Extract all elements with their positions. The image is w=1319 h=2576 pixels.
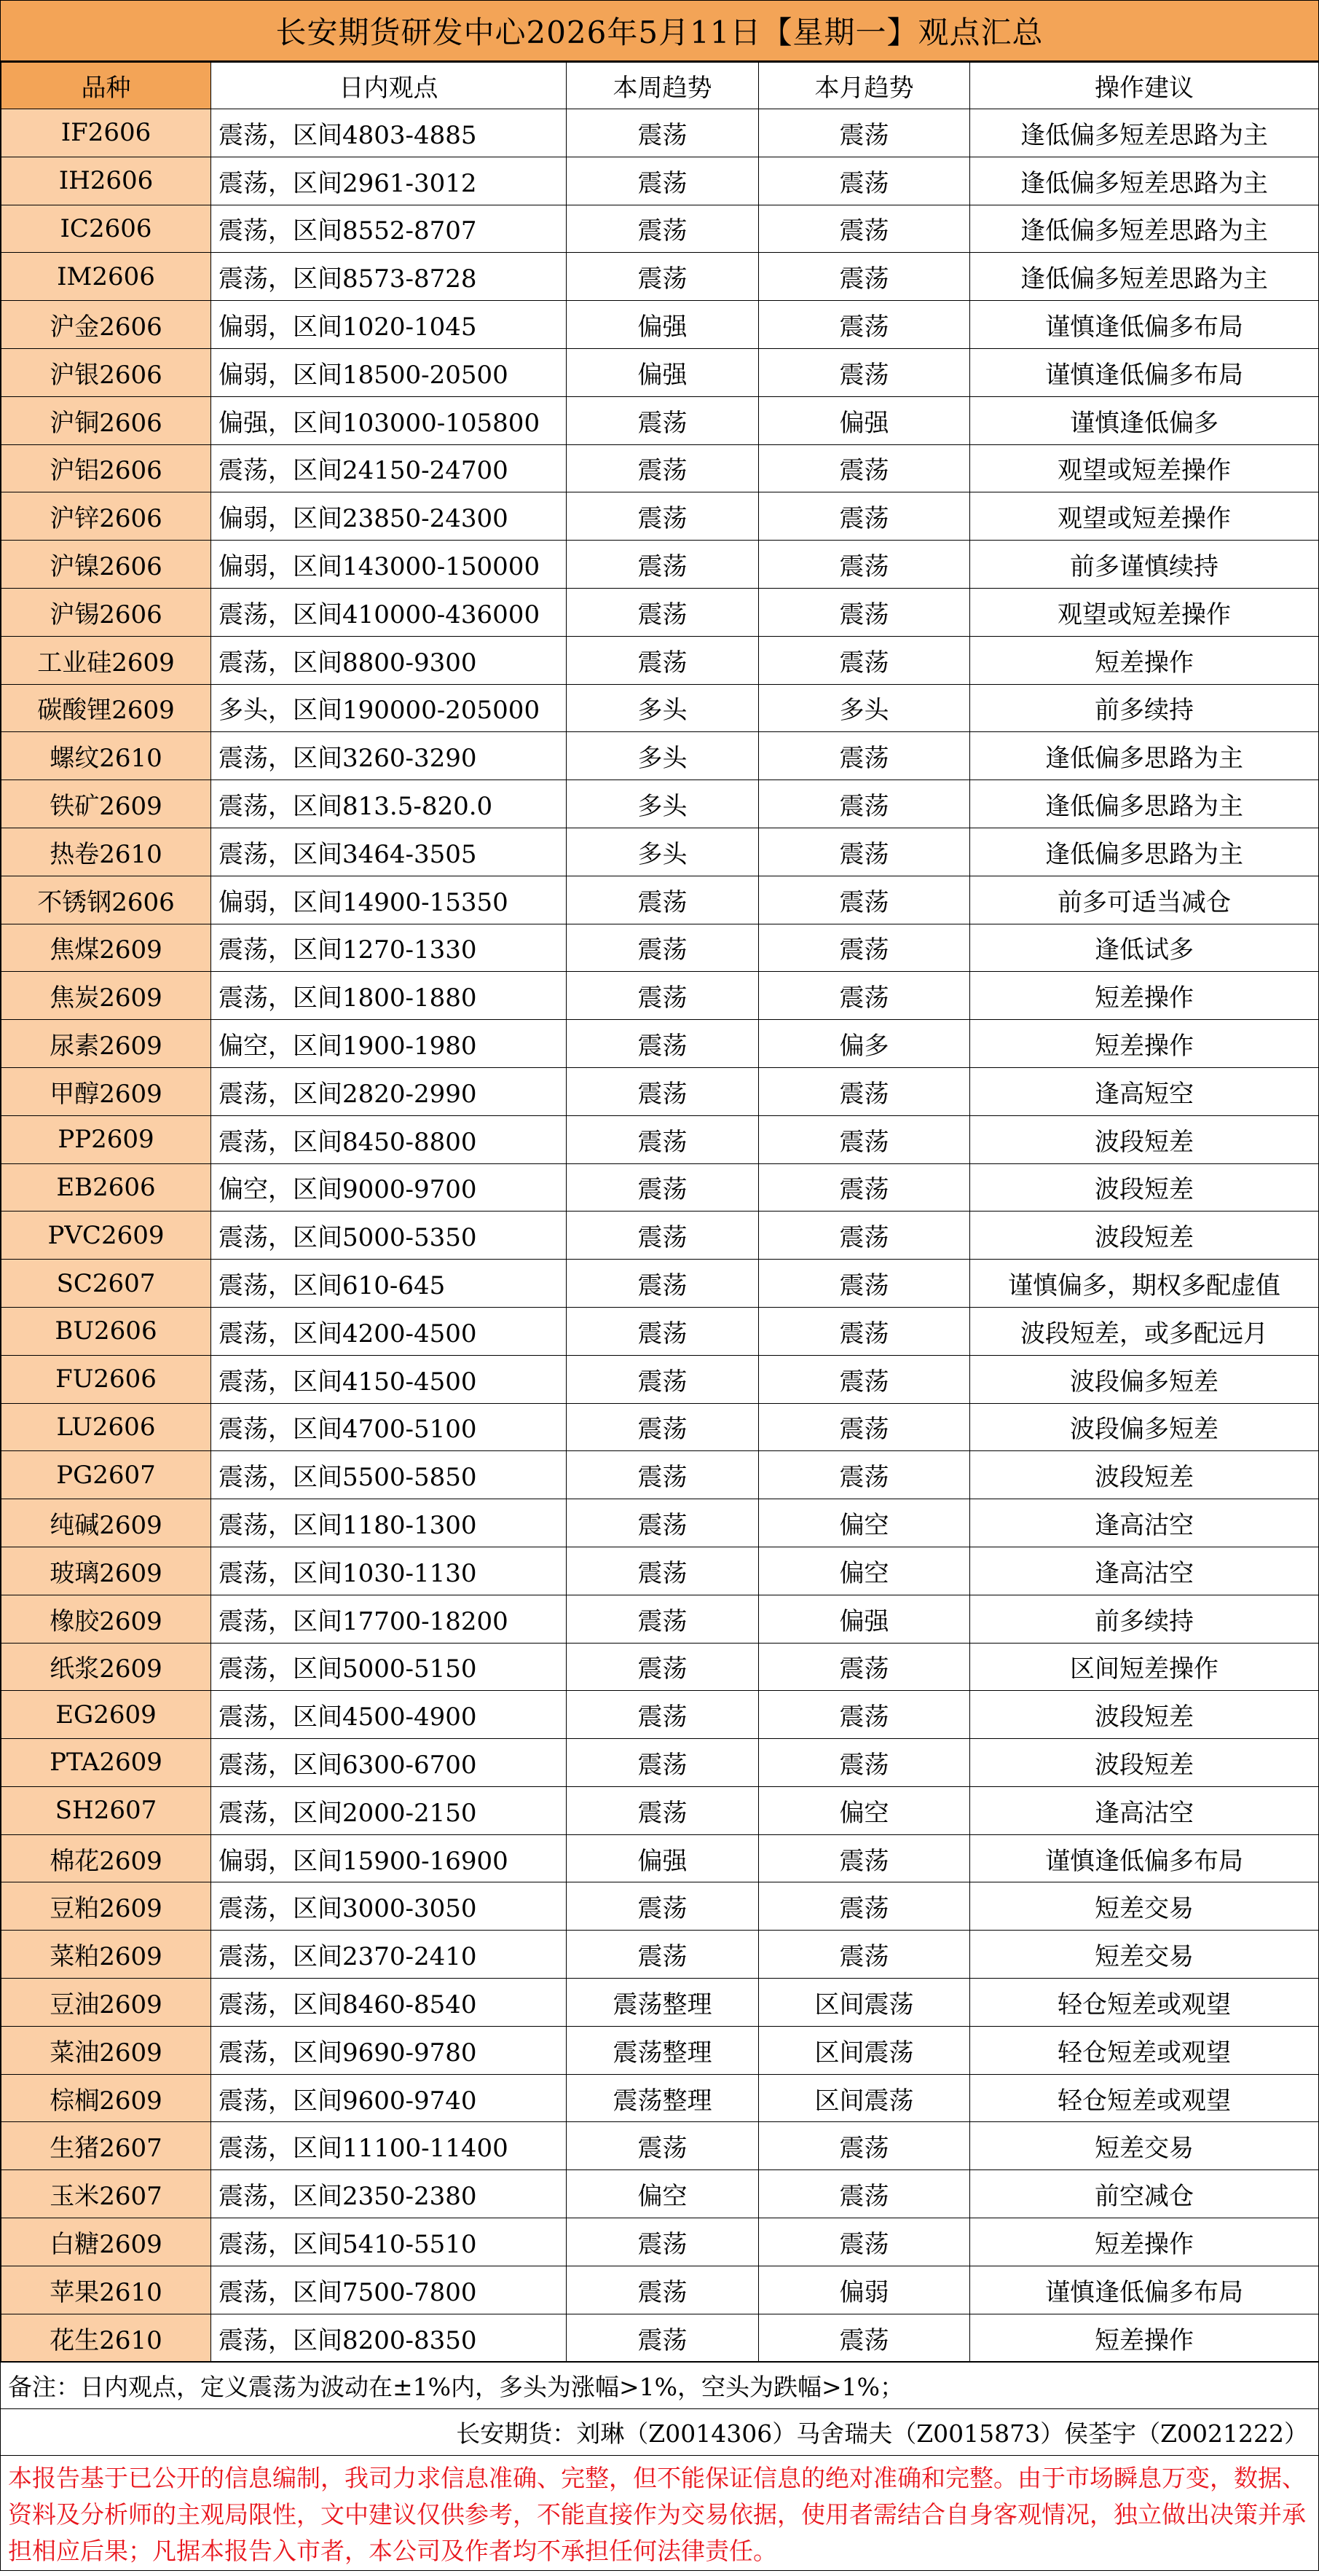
advice-cell: 逢低试多 (970, 924, 1319, 972)
month-trend-cell: 震荡 (759, 444, 970, 492)
intraday-view-cell: 偏弱，区间143000-150000 (211, 541, 567, 589)
month-trend-cell: 震荡 (759, 828, 970, 876)
table-row (1, 1739, 1319, 1787)
advice-cell: 观望或短差操作 (970, 444, 1319, 492)
table-row (1, 636, 1319, 684)
advice-cell: 逢低偏多短差思路为主 (970, 109, 1319, 157)
month-trend-cell: 震荡 (759, 588, 970, 636)
advice-cell: 短差交易 (970, 1931, 1319, 1979)
advice-cell: 逢高沽空 (970, 1547, 1319, 1595)
week-trend-cell: 震荡 (567, 1547, 759, 1595)
intraday-view-cell: 震荡，区间610-645 (211, 1260, 567, 1308)
variety-cell: 沪银2606 (1, 348, 211, 396)
intraday-view-cell: 震荡，区间8573-8728 (211, 253, 567, 301)
advice-cell: 前多可适当减仓 (970, 876, 1319, 924)
intraday-view-cell: 震荡，区间4803-4885 (211, 109, 567, 157)
advice-cell: 波段偏多短差 (970, 1403, 1319, 1451)
week-trend-cell: 震荡整理 (567, 2026, 759, 2074)
month-trend-cell: 震荡 (759, 1691, 970, 1739)
advice-cell: 波段短差 (970, 1115, 1319, 1163)
week-trend-cell: 震荡 (567, 205, 759, 253)
week-trend-cell: 多头 (567, 828, 759, 876)
variety-cell: 纯碱2609 (1, 1499, 211, 1547)
variety-cell: 热卷2610 (1, 828, 211, 876)
table-row (1, 1163, 1319, 1212)
month-trend-cell: 震荡 (759, 253, 970, 301)
table-row (1, 2170, 1319, 2218)
intraday-view-cell: 震荡，区间8800-9300 (211, 636, 567, 684)
month-trend-cell: 区间震荡 (759, 2074, 970, 2122)
month-trend-cell: 震荡 (759, 636, 970, 684)
intraday-view-cell: 偏空，区间9000-9700 (211, 1163, 567, 1212)
table-row (1, 1499, 1319, 1547)
intraday-view-cell: 偏弱，区间14900-15350 (211, 876, 567, 924)
intraday-view-cell: 震荡，区间4150-4500 (211, 1355, 567, 1403)
advice-cell: 短差操作 (970, 2314, 1319, 2362)
advice-cell: 轻仓短差或观望 (970, 1979, 1319, 2027)
header-week-trend: 本周趋势 (567, 63, 759, 109)
week-trend-cell: 震荡 (567, 1882, 759, 1931)
month-trend-cell: 震荡 (759, 1739, 970, 1787)
week-trend-cell: 多头 (567, 684, 759, 732)
month-trend-cell: 偏多 (759, 1020, 970, 1068)
variety-cell: IM2606 (1, 253, 211, 301)
week-trend-cell: 震荡 (567, 1403, 759, 1451)
month-trend-cell: 震荡 (759, 1834, 970, 1882)
month-trend-cell: 震荡 (759, 2218, 970, 2266)
table-row (1, 588, 1319, 636)
advice-cell: 波段短差 (970, 1739, 1319, 1787)
variety-cell: 碳酸锂2609 (1, 684, 211, 732)
intraday-view-cell: 震荡，区间1030-1130 (211, 1547, 567, 1595)
intraday-view-cell: 偏弱，区间18500-20500 (211, 348, 567, 396)
month-trend-cell: 偏空 (759, 1547, 970, 1595)
week-trend-cell: 震荡整理 (567, 1979, 759, 2027)
week-trend-cell: 震荡 (567, 1691, 759, 1739)
week-trend-cell: 震荡 (567, 1786, 759, 1834)
intraday-view-cell: 偏强，区间103000-105800 (211, 396, 567, 444)
week-trend-cell: 震荡 (567, 924, 759, 972)
report-title: 长安期货研发中心2026年5月11日【星期一】观点汇总 (1, 1, 1318, 62)
week-trend-cell: 震荡 (567, 1307, 759, 1355)
advice-cell: 谨慎逢低偏多布局 (970, 348, 1319, 396)
intraday-view-cell: 震荡，区间24150-24700 (211, 444, 567, 492)
advice-cell: 前多续持 (970, 684, 1319, 732)
table-header (1, 63, 1319, 109)
intraday-view-cell: 震荡，区间2350-2380 (211, 2170, 567, 2218)
table-row (1, 2026, 1319, 2074)
table-row (1, 301, 1319, 349)
variety-cell: PG2607 (1, 1451, 211, 1499)
intraday-view-cell: 震荡，区间9690-9780 (211, 2026, 567, 2074)
table-row (1, 876, 1319, 924)
variety-cell: 螺纹2610 (1, 732, 211, 780)
variety-cell: LU2606 (1, 1403, 211, 1451)
intraday-view-cell: 震荡，区间3000-3050 (211, 1882, 567, 1931)
variety-cell: 沪锡2606 (1, 588, 211, 636)
month-trend-cell: 震荡 (759, 301, 970, 349)
advice-cell: 轻仓短差或观望 (970, 2074, 1319, 2122)
table-row (1, 828, 1319, 876)
intraday-view-cell: 偏弱，区间1020-1045 (211, 301, 567, 349)
variety-cell: 铁矿2609 (1, 780, 211, 828)
advice-cell: 波段短差，或多配远月 (970, 1307, 1319, 1355)
table-row (1, 1067, 1319, 1115)
advice-cell: 逢高短空 (970, 1067, 1319, 1115)
week-trend-cell: 震荡 (567, 1451, 759, 1499)
week-trend-cell: 震荡 (567, 636, 759, 684)
intraday-view-cell: 震荡，区间1270-1330 (211, 924, 567, 972)
month-trend-cell: 震荡 (759, 1931, 970, 1979)
variety-cell: 焦炭2609 (1, 972, 211, 1020)
advice-cell: 谨慎逢低偏多布局 (970, 301, 1319, 349)
intraday-view-cell: 震荡，区间1180-1300 (211, 1499, 567, 1547)
week-trend-cell: 偏强 (567, 348, 759, 396)
week-trend-cell: 震荡 (567, 1067, 759, 1115)
views-table (1, 62, 1319, 2362)
month-trend-cell: 震荡 (759, 1403, 970, 1451)
month-trend-cell: 震荡 (759, 876, 970, 924)
advice-cell: 短差交易 (970, 1882, 1319, 1931)
variety-cell: 豆粕2609 (1, 1882, 211, 1931)
advice-cell: 谨慎逢低偏多布局 (970, 2266, 1319, 2314)
month-trend-cell: 震荡 (759, 1451, 970, 1499)
month-trend-cell: 偏强 (759, 1595, 970, 1643)
advice-cell: 波段偏多短差 (970, 1355, 1319, 1403)
advice-cell: 前多谨慎续持 (970, 541, 1319, 589)
intraday-view-cell: 震荡，区间2370-2410 (211, 1931, 567, 1979)
variety-cell: 花生2610 (1, 2314, 211, 2362)
advice-cell: 逢低偏多思路为主 (970, 780, 1319, 828)
table-row (1, 157, 1319, 205)
month-trend-cell: 震荡 (759, 2170, 970, 2218)
month-trend-cell: 震荡 (759, 157, 970, 205)
intraday-view-cell: 震荡，区间5000-5150 (211, 1643, 567, 1691)
month-trend-cell: 震荡 (759, 924, 970, 972)
week-trend-cell: 震荡 (567, 1020, 759, 1068)
advice-cell: 逢高沽空 (970, 1786, 1319, 1834)
intraday-view-cell: 震荡，区间1800-1880 (211, 972, 567, 1020)
table-row (1, 348, 1319, 396)
table-row (1, 253, 1319, 301)
intraday-view-cell: 震荡，区间813.5-820.0 (211, 780, 567, 828)
table-row (1, 1979, 1319, 2027)
table-row (1, 1931, 1319, 1979)
advice-cell: 观望或短差操作 (970, 588, 1319, 636)
week-trend-cell: 震荡 (567, 2122, 759, 2170)
week-trend-cell: 震荡 (567, 972, 759, 1020)
month-trend-cell: 震荡 (759, 1882, 970, 1931)
week-trend-cell: 震荡 (567, 1643, 759, 1691)
variety-cell: 橡胶2609 (1, 1595, 211, 1643)
table-row (1, 492, 1319, 541)
month-trend-cell: 偏空 (759, 1499, 970, 1547)
table-row (1, 2218, 1319, 2266)
variety-cell: SC2607 (1, 1260, 211, 1308)
month-trend-cell: 震荡 (759, 348, 970, 396)
week-trend-cell: 震荡 (567, 541, 759, 589)
table-body (1, 109, 1319, 2362)
week-trend-cell: 震荡 (567, 1212, 759, 1260)
intraday-view-cell: 震荡，区间7500-7800 (211, 2266, 567, 2314)
month-trend-cell: 震荡 (759, 492, 970, 541)
advice-cell: 波段短差 (970, 1691, 1319, 1739)
variety-cell: 棕榈2609 (1, 2074, 211, 2122)
variety-cell: 沪铜2606 (1, 396, 211, 444)
table-row (1, 1547, 1319, 1595)
week-trend-cell: 震荡 (567, 444, 759, 492)
header-intraday: 日内观点 (211, 63, 567, 109)
week-trend-cell: 震荡 (567, 876, 759, 924)
variety-cell: IC2606 (1, 205, 211, 253)
month-trend-cell: 震荡 (759, 972, 970, 1020)
intraday-view-cell: 震荡，区间17700-18200 (211, 1595, 567, 1643)
table-row (1, 1020, 1319, 1068)
intraday-view-cell: 震荡，区间410000-436000 (211, 588, 567, 636)
advice-cell: 谨慎逢低偏多布局 (970, 1834, 1319, 1882)
month-trend-cell: 震荡 (759, 1163, 970, 1212)
month-trend-cell: 区间震荡 (759, 1979, 970, 2027)
table-row (1, 2122, 1319, 2170)
variety-cell: 玻璃2609 (1, 1547, 211, 1595)
advice-cell: 观望或短差操作 (970, 492, 1319, 541)
advice-cell: 短差操作 (970, 2218, 1319, 2266)
advice-cell: 波段短差 (970, 1212, 1319, 1260)
variety-cell: FU2606 (1, 1355, 211, 1403)
intraday-view-cell: 偏弱，区间23850-24300 (211, 492, 567, 541)
intraday-view-cell: 震荡，区间8460-8540 (211, 1979, 567, 2027)
table-row (1, 1882, 1319, 1931)
variety-cell: EB2606 (1, 1163, 211, 1212)
intraday-view-cell: 震荡，区间8450-8800 (211, 1115, 567, 1163)
variety-cell: 玉米2607 (1, 2170, 211, 2218)
table-row (1, 2266, 1319, 2314)
table-row (1, 924, 1319, 972)
intraday-view-cell: 震荡，区间5410-5510 (211, 2218, 567, 2266)
advice-cell: 逢低偏多短差思路为主 (970, 253, 1319, 301)
intraday-view-cell: 震荡，区间2000-2150 (211, 1786, 567, 1834)
week-trend-cell: 震荡 (567, 1499, 759, 1547)
intraday-view-cell: 震荡，区间9600-9740 (211, 2074, 567, 2122)
table-row (1, 2074, 1319, 2122)
month-trend-cell: 震荡 (759, 1067, 970, 1115)
table-row (1, 684, 1319, 732)
advice-cell: 短差操作 (970, 972, 1319, 1020)
month-trend-cell: 偏空 (759, 1786, 970, 1834)
advice-cell: 前空减仓 (970, 2170, 1319, 2218)
advice-cell: 逢低偏多短差思路为主 (970, 157, 1319, 205)
month-trend-cell: 震荡 (759, 1643, 970, 1691)
advice-cell: 逢高沽空 (970, 1499, 1319, 1547)
variety-cell: 尿素2609 (1, 1020, 211, 1068)
variety-cell: 沪金2606 (1, 301, 211, 349)
advice-cell: 谨慎偏多，期权多配虚值 (970, 1260, 1319, 1308)
month-trend-cell: 震荡 (759, 1260, 970, 1308)
advice-cell: 逢低偏多思路为主 (970, 828, 1319, 876)
variety-cell: 棉花2609 (1, 1834, 211, 1882)
month-trend-cell: 偏强 (759, 396, 970, 444)
header-advice: 操作建议 (970, 63, 1319, 109)
variety-cell: 沪铝2606 (1, 444, 211, 492)
table-row (1, 205, 1319, 253)
week-trend-cell: 偏强 (567, 1834, 759, 1882)
week-trend-cell: 震荡 (567, 157, 759, 205)
table-row (1, 1260, 1319, 1308)
variety-cell: 甲醇2609 (1, 1067, 211, 1115)
analysts-line: 长安期货：刘琳（Z0014306）马舍瑞夫（Z0015873）侯荃宇（Z0021222） (1, 2408, 1318, 2455)
month-trend-cell: 震荡 (759, 2122, 970, 2170)
variety-cell: EG2609 (1, 1691, 211, 1739)
table-row (1, 1307, 1319, 1355)
variety-cell: 纸浆2609 (1, 1643, 211, 1691)
intraday-view-cell: 多头，区间190000-205000 (211, 684, 567, 732)
intraday-view-cell: 震荡，区间6300-6700 (211, 1739, 567, 1787)
week-trend-cell: 多头 (567, 780, 759, 828)
table-row (1, 2314, 1319, 2362)
table-row (1, 972, 1319, 1020)
month-trend-cell: 偏弱 (759, 2266, 970, 2314)
table-row (1, 396, 1319, 444)
table-row (1, 1403, 1319, 1451)
intraday-view-cell: 震荡，区间3464-3505 (211, 828, 567, 876)
intraday-view-cell: 震荡，区间8552-8707 (211, 205, 567, 253)
variety-cell: 豆油2609 (1, 1979, 211, 2027)
advice-cell: 波段短差 (970, 1451, 1319, 1499)
intraday-view-cell: 震荡，区间5500-5850 (211, 1451, 567, 1499)
week-trend-cell: 震荡 (567, 1355, 759, 1403)
advice-cell: 区间短差操作 (970, 1643, 1319, 1691)
advice-cell: 短差交易 (970, 2122, 1319, 2170)
table-row (1, 1691, 1319, 1739)
month-trend-cell: 震荡 (759, 1212, 970, 1260)
variety-cell: 苹果2610 (1, 2266, 211, 2314)
week-trend-cell: 震荡 (567, 396, 759, 444)
variety-cell: 菜粕2609 (1, 1931, 211, 1979)
week-trend-cell: 震荡 (567, 1260, 759, 1308)
intraday-view-cell: 震荡，区间4700-5100 (211, 1403, 567, 1451)
header-month-trend: 本月趋势 (759, 63, 970, 109)
week-trend-cell: 震荡整理 (567, 2074, 759, 2122)
table-row (1, 1834, 1319, 1882)
week-trend-cell: 震荡 (567, 1115, 759, 1163)
variety-cell: IH2606 (1, 157, 211, 205)
table-row (1, 1355, 1319, 1403)
footnote: 备注：日内观点，定义震荡为波动在±1%内，多头为涨幅>1%，空头为跌幅>1%； (1, 2362, 1318, 2408)
month-trend-cell: 震荡 (759, 205, 970, 253)
table-row (1, 732, 1319, 780)
variety-cell: 工业硅2609 (1, 636, 211, 684)
table-row (1, 1786, 1319, 1834)
advice-cell: 波段短差 (970, 1163, 1319, 1212)
month-trend-cell: 震荡 (759, 1355, 970, 1403)
header-variety: 品种 (1, 63, 211, 109)
week-trend-cell: 多头 (567, 732, 759, 780)
table-row (1, 1451, 1319, 1499)
week-trend-cell: 震荡 (567, 1739, 759, 1787)
table-row (1, 1115, 1319, 1163)
month-trend-cell: 震荡 (759, 780, 970, 828)
intraday-view-cell: 震荡，区间11100-11400 (211, 2122, 567, 2170)
intraday-view-cell: 震荡，区间2961-3012 (211, 157, 567, 205)
intraday-view-cell: 震荡，区间2820-2990 (211, 1067, 567, 1115)
advice-cell: 轻仓短差或观望 (970, 2026, 1319, 2074)
variety-cell: 焦煤2609 (1, 924, 211, 972)
intraday-view-cell: 震荡，区间4200-4500 (211, 1307, 567, 1355)
table-row (1, 109, 1319, 157)
advice-cell: 逢低偏多短差思路为主 (970, 205, 1319, 253)
intraday-view-cell: 震荡，区间3260-3290 (211, 732, 567, 780)
advice-cell: 谨慎逢低偏多 (970, 396, 1319, 444)
variety-cell: SH2607 (1, 1786, 211, 1834)
variety-cell: 沪镍2606 (1, 541, 211, 589)
week-trend-cell: 震荡 (567, 253, 759, 301)
month-trend-cell: 区间震荡 (759, 2026, 970, 2074)
advice-cell: 前多续持 (970, 1595, 1319, 1643)
intraday-view-cell: 震荡，区间8200-8350 (211, 2314, 567, 2362)
intraday-view-cell: 震荡，区间4500-4900 (211, 1691, 567, 1739)
table-row (1, 541, 1319, 589)
week-trend-cell: 震荡 (567, 2266, 759, 2314)
advice-cell: 逢低偏多思路为主 (970, 732, 1319, 780)
advice-cell: 短差操作 (970, 1020, 1319, 1068)
month-trend-cell: 震荡 (759, 2314, 970, 2362)
intraday-view-cell: 偏弱，区间15900-16900 (211, 1834, 567, 1882)
variety-cell: 沪锌2606 (1, 492, 211, 541)
week-trend-cell: 震荡 (567, 2218, 759, 2266)
variety-cell: PVC2609 (1, 1212, 211, 1260)
week-trend-cell: 震荡 (567, 588, 759, 636)
variety-cell: 不锈钢2606 (1, 876, 211, 924)
month-trend-cell: 震荡 (759, 541, 970, 589)
table-row (1, 1595, 1319, 1643)
variety-cell: 生猪2607 (1, 2122, 211, 2170)
variety-cell: 白糖2609 (1, 2218, 211, 2266)
week-trend-cell: 偏强 (567, 301, 759, 349)
week-trend-cell: 震荡 (567, 2314, 759, 2362)
month-trend-cell: 震荡 (759, 1115, 970, 1163)
disclaimer: 本报告基于已公开的信息编制，我司力求信息准确、完整，但不能保证信息的绝对准确和完整。由于市场瞬息万变，数据、资料及分析师的主观局限性，文中建议仅供参考，不能直接作为交易依据，使用者需结合自身客观情况，独立做出决策并承担相应后果；凡据本报告入市者，本公司及作者均不承担任何法律责任。 (1, 2455, 1318, 2576)
variety-cell: IF2606 (1, 109, 211, 157)
week-trend-cell: 震荡 (567, 492, 759, 541)
month-trend-cell: 震荡 (759, 732, 970, 780)
table-row (1, 444, 1319, 492)
month-trend-cell: 震荡 (759, 1307, 970, 1355)
table-row (1, 1643, 1319, 1691)
variety-cell: PTA2609 (1, 1739, 211, 1787)
week-trend-cell: 震荡 (567, 1595, 759, 1643)
intraday-view-cell: 震荡，区间5000-5350 (211, 1212, 567, 1260)
variety-cell: 菜油2609 (1, 2026, 211, 2074)
week-trend-cell: 偏空 (567, 2170, 759, 2218)
week-trend-cell: 震荡 (567, 1931, 759, 1979)
week-trend-cell: 震荡 (567, 1163, 759, 1212)
variety-cell: BU2606 (1, 1307, 211, 1355)
week-trend-cell: 震荡 (567, 109, 759, 157)
table-row (1, 780, 1319, 828)
variety-cell: PP2609 (1, 1115, 211, 1163)
table-row (1, 1212, 1319, 1260)
month-trend-cell: 多头 (759, 684, 970, 732)
advice-cell: 短差操作 (970, 636, 1319, 684)
month-trend-cell: 震荡 (759, 109, 970, 157)
intraday-view-cell: 偏空，区间1900-1980 (211, 1020, 567, 1068)
